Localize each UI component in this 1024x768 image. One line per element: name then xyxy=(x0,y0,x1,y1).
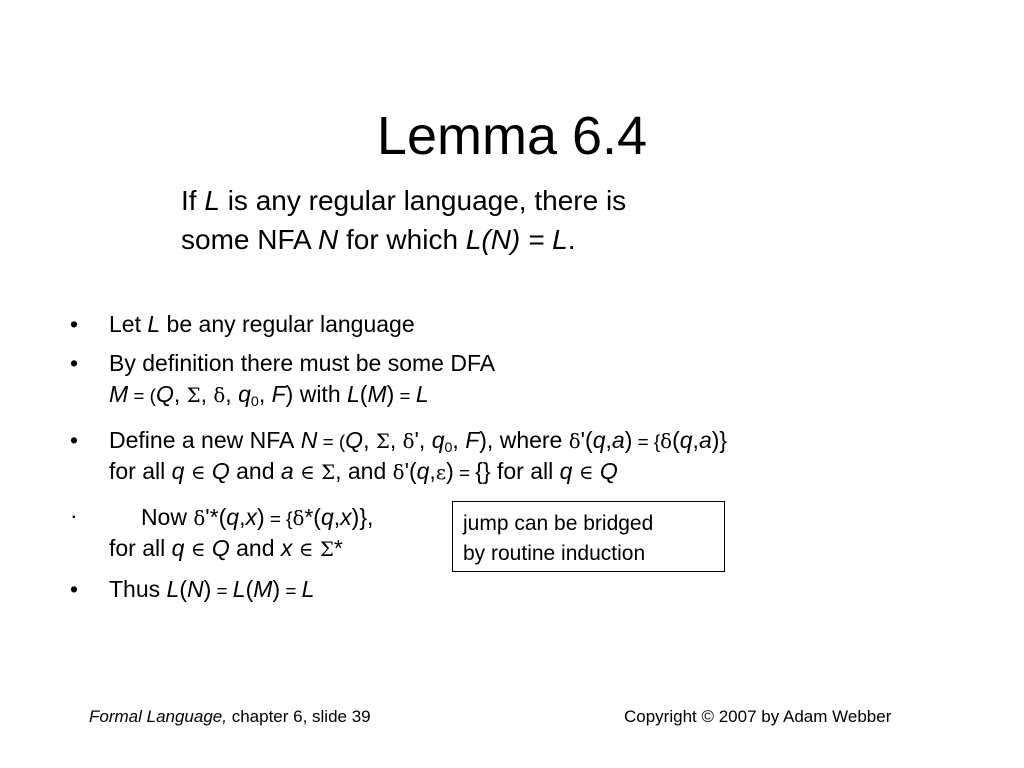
bullet-line xyxy=(109,425,727,457)
math-symbol: δ xyxy=(213,384,226,407)
lemma-text: is any regular language, there is xyxy=(227,185,627,216)
lemma-text: If xyxy=(181,185,197,216)
bullet-marker: · xyxy=(70,502,78,528)
math-variable: N xyxy=(187,576,204,602)
bullet-line xyxy=(109,574,314,606)
bullet-line xyxy=(109,502,373,534)
footer-slide-info: chapter 6, slide 39 xyxy=(226,707,371,726)
text-run: ) xyxy=(446,458,454,484)
math-symbol: δ xyxy=(660,430,673,453)
text-run: *( xyxy=(304,504,321,530)
text-run: Define a new NFA xyxy=(109,427,301,453)
bullet-line xyxy=(109,379,429,411)
math-symbol: Σ xyxy=(319,538,334,561)
math-symbol: Σ xyxy=(321,461,336,484)
math-subscript: 0 xyxy=(444,439,453,456)
bullet-marker: • xyxy=(70,427,79,453)
math-variable: M xyxy=(367,381,387,407)
callout-line: jump can be bridged xyxy=(463,512,654,535)
math-variable: L xyxy=(415,381,429,407)
math-variable: q xyxy=(171,458,185,484)
text-run: for all xyxy=(109,535,172,561)
text-run: ', xyxy=(414,427,432,453)
math-variable: L xyxy=(147,311,161,337)
bullet-marker: • xyxy=(70,576,79,602)
text-run: , xyxy=(429,458,436,484)
text-run: and xyxy=(229,535,281,561)
math-variable: a xyxy=(280,458,294,484)
callout-box xyxy=(452,501,725,572)
math-operator: = xyxy=(280,580,302,601)
math-symbol: ∈ xyxy=(190,538,206,561)
math-variable: q xyxy=(320,504,334,530)
math-operator: = ( xyxy=(317,431,346,452)
text-run: , xyxy=(605,427,612,453)
bullet-marker: • xyxy=(70,311,79,337)
text-run: , xyxy=(333,504,341,530)
text-run: ) xyxy=(624,427,633,453)
math-operator: = { xyxy=(264,508,293,529)
text-run: ) xyxy=(256,504,265,530)
text-run: ( xyxy=(359,381,368,407)
text-run: )} xyxy=(711,427,728,453)
text-run: Now xyxy=(109,504,194,530)
math-variable: M xyxy=(253,576,273,602)
text-run: for all xyxy=(109,458,172,484)
math-subscript: 0 xyxy=(250,393,259,410)
text-run: '*( xyxy=(205,504,227,530)
math-variable: L xyxy=(232,576,246,602)
text-run: , xyxy=(692,427,699,453)
math-symbol: ∈ xyxy=(298,538,314,561)
text-run: '( xyxy=(580,427,593,453)
math-symbol: Σ xyxy=(375,430,390,453)
math-operator: = xyxy=(394,385,416,406)
text-run: , xyxy=(363,427,376,453)
text-run: , and xyxy=(335,458,393,484)
text-run: , xyxy=(173,381,187,407)
math-variable: F xyxy=(465,427,480,453)
math-symbol: δ xyxy=(193,507,206,530)
math-variable: q xyxy=(171,535,185,561)
math-variable: Q xyxy=(155,381,174,407)
math-symbol: δ xyxy=(392,461,405,484)
math-variable: q xyxy=(592,427,606,453)
text-run: be any regular language xyxy=(160,311,415,337)
math-symbol: δ xyxy=(568,430,581,453)
text-run: , xyxy=(452,427,466,453)
math-variable: N xyxy=(300,427,318,453)
bullet-line xyxy=(109,456,618,488)
text-run: ) xyxy=(272,576,281,602)
lemma-text: some NFA xyxy=(181,224,311,255)
math-variable: a xyxy=(611,427,625,453)
slide-title: Lemma 6.4 xyxy=(376,106,648,166)
math-operator: = xyxy=(211,580,233,601)
math-symbol: ∈ xyxy=(578,461,594,484)
math-symbol: ∈ xyxy=(300,461,315,484)
math-variable: Q xyxy=(211,535,230,561)
text-run: , xyxy=(225,381,239,407)
math-variable: x xyxy=(340,504,352,530)
callout-line: by routine induction xyxy=(463,542,646,565)
lemma-text: . xyxy=(567,224,576,255)
text-run: ) xyxy=(203,576,212,602)
lemma-var: L xyxy=(204,185,220,216)
math-variable: q xyxy=(679,427,693,453)
math-variable: L xyxy=(301,576,315,602)
text-run: ( xyxy=(179,576,187,602)
text-run: )}, xyxy=(351,504,374,530)
bullet-line xyxy=(109,309,415,340)
text-run: By definition there must be some DFA xyxy=(109,350,496,376)
math-variable: F xyxy=(271,381,286,407)
text-run: and xyxy=(229,458,281,484)
math-variable: M xyxy=(109,381,129,407)
text-run: Thus xyxy=(109,576,167,602)
math-variable: q xyxy=(559,458,573,484)
footer-course-title: Formal Language, xyxy=(89,707,227,726)
math-operator: = ( xyxy=(128,385,156,406)
math-operator: = { xyxy=(632,431,661,452)
math-variable: Q xyxy=(599,458,618,484)
math-variable: q xyxy=(226,504,240,530)
math-variable: L xyxy=(347,381,360,407)
text-run: , xyxy=(389,427,403,453)
text-run: , xyxy=(258,381,272,407)
text-run: , xyxy=(200,381,214,407)
math-variable: q xyxy=(416,458,430,484)
text-run: ) xyxy=(386,381,395,407)
math-symbol: δ xyxy=(402,430,415,453)
text-run: Let xyxy=(109,311,148,337)
math-symbol: δ xyxy=(292,507,305,530)
math-variable: L xyxy=(166,576,180,602)
math-variable: x xyxy=(245,504,257,530)
lemma-text: for which xyxy=(345,224,459,255)
math-variable: Q xyxy=(345,427,364,453)
text-run: ( xyxy=(672,427,680,453)
text-run: ), where xyxy=(479,427,569,453)
math-symbol: Σ xyxy=(186,384,201,407)
math-variable: q xyxy=(431,427,445,453)
text-run: ) with xyxy=(285,381,347,407)
lemma-var: N xyxy=(317,224,339,255)
text-run: '( xyxy=(404,458,417,484)
footer-citation xyxy=(89,706,371,728)
math-variable: a xyxy=(698,427,712,453)
text-run: , xyxy=(239,504,246,530)
bullet-marker: • xyxy=(70,350,79,376)
math-variable: x xyxy=(280,535,293,561)
footer-copyright: Copyright © 2007 by Adam Webber xyxy=(624,707,892,726)
math-variable: q xyxy=(238,381,251,407)
lemma-equation: L(N) = L xyxy=(465,224,568,255)
math-variable: Q xyxy=(211,458,230,484)
bullet-line xyxy=(109,533,343,565)
text-run: * xyxy=(333,535,343,561)
text-run: ( xyxy=(245,576,254,602)
math-symbol: ε xyxy=(435,461,447,484)
math-operator: = xyxy=(453,462,476,483)
bullet-line xyxy=(109,348,495,379)
math-symbol: ∈ xyxy=(190,461,206,484)
text-run: {} for all xyxy=(475,458,560,484)
